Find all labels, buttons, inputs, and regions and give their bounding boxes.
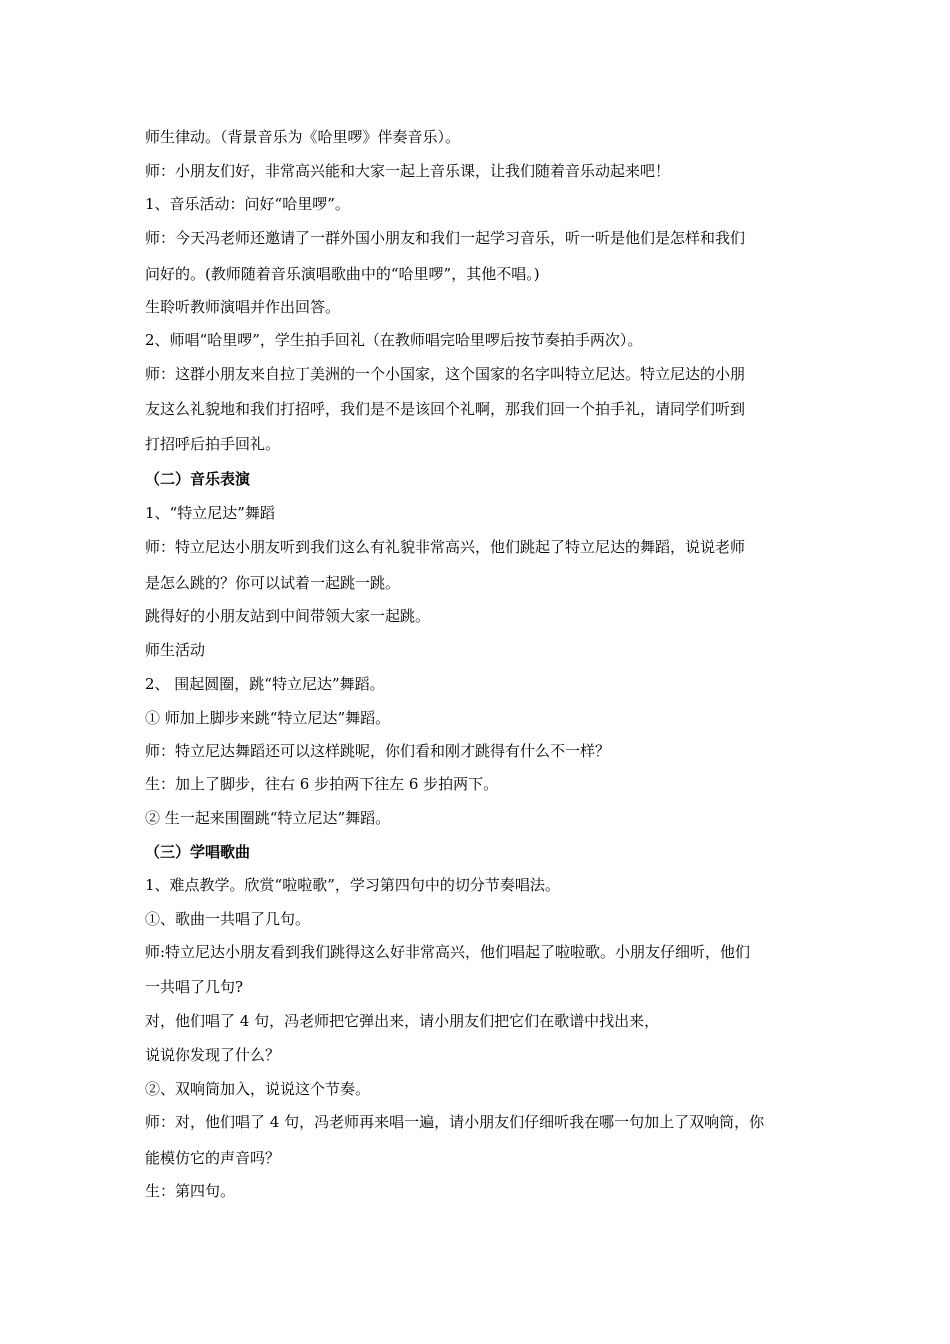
text-line: 问好的。(教师随着音乐演唱歌曲中的“哈里啰”，其他不唱。) [145,265,540,283]
text-line: 2、师唱“哈里啰”，学生拍手回礼（在教师唱完哈里啰后按节奏拍手两次）。 [145,331,643,349]
text-line: 生：加上了脚步，往右 6 步拍两下往左 6 步拍两下。 [145,775,499,793]
text-line: 生：第四句。 [145,1182,236,1200]
section-heading: （三）学唱歌曲 [145,843,251,861]
text-line: 师：特立尼达小朋友听到我们这么有礼貌非常高兴，他们跳起了特立尼达的舞蹈，说说老师 [145,538,746,556]
text-line: 能模仿它的声音吗？ [145,1149,281,1167]
text-line: 师生活动 [145,641,206,659]
text-line: 打招呼后拍手回礼。 [145,435,281,453]
text-line: 师：今天冯老师还邀请了一群外国小朋友和我们一起学习音乐，听一听是他们是怎样和我们 [145,229,746,247]
text-line: 说说你发现了什么？ [145,1046,281,1064]
text-line: ①、歌曲一共唱了几句。 [145,910,311,928]
text-line: 跳得好的小朋友站到中间带领大家一起跳。 [145,607,431,625]
text-line: 是怎么跳的？你可以试着一起跳一跳。 [145,574,401,592]
text-line: 师:特立尼达小朋友看到我们跳得这么好非常高兴，他们唱起了啦啦歌。小朋友仔细听，他们 [145,943,751,961]
text-line: 1、音乐活动：问好“哈里啰”。 [145,195,350,213]
text-line: 2、 围起圆圈，跳“特立尼达”舞蹈。 [145,675,385,693]
text-line: 1、难点教学。欣赏“啦啦歌”，学习第四句中的切分节奏唱法。 [145,876,560,894]
text-line: 师：小朋友们好，非常高兴能和大家一起上音乐课，让我们随着音乐动起来吧！ [145,162,671,180]
text-line: 1、“特立尼达”舞蹈 [145,504,275,522]
text-line: ① 师加上脚步来跳“特立尼达”舞蹈。 [145,709,391,727]
text-line: 师：对，他们唱了 4 句，冯老师再来唱一遍，请小朋友们仔细听我在哪一句加上了双响筒，你 [145,1113,765,1131]
text-line: 一共唱了几句? [145,978,244,996]
section-heading: （二）音乐表演 [145,470,251,488]
text-line: 师：特立尼达舞蹈还可以这样跳呢，你们看和刚才跳得有什么不一样？ [145,742,611,760]
text-line: 生聆听教师演唱并作出回答。 [145,298,341,316]
text-line: 友这么礼貌地和我们打招呼，我们是不是该回个礼啊，那我们回一个拍手礼，请同学们听到 [145,400,746,418]
text-line: ② 生一起来围圈跳“特立尼达”舞蹈。 [145,809,391,827]
text-line: 师生律动。（背景音乐为《哈里啰》伴奏音乐）。 [145,128,461,146]
text-line: ②、双响筒加入，说说这个节奏。 [145,1080,371,1098]
text-line: 师：这群小朋友来自拉丁美洲的一个小国家，这个国家的名字叫特立尼达。特立尼达的小朋 [145,365,746,383]
text-line: 对，他们唱了 4 句，冯老师把它弹出来，请小朋友们把它们在歌谱中找出来， [145,1012,660,1030]
